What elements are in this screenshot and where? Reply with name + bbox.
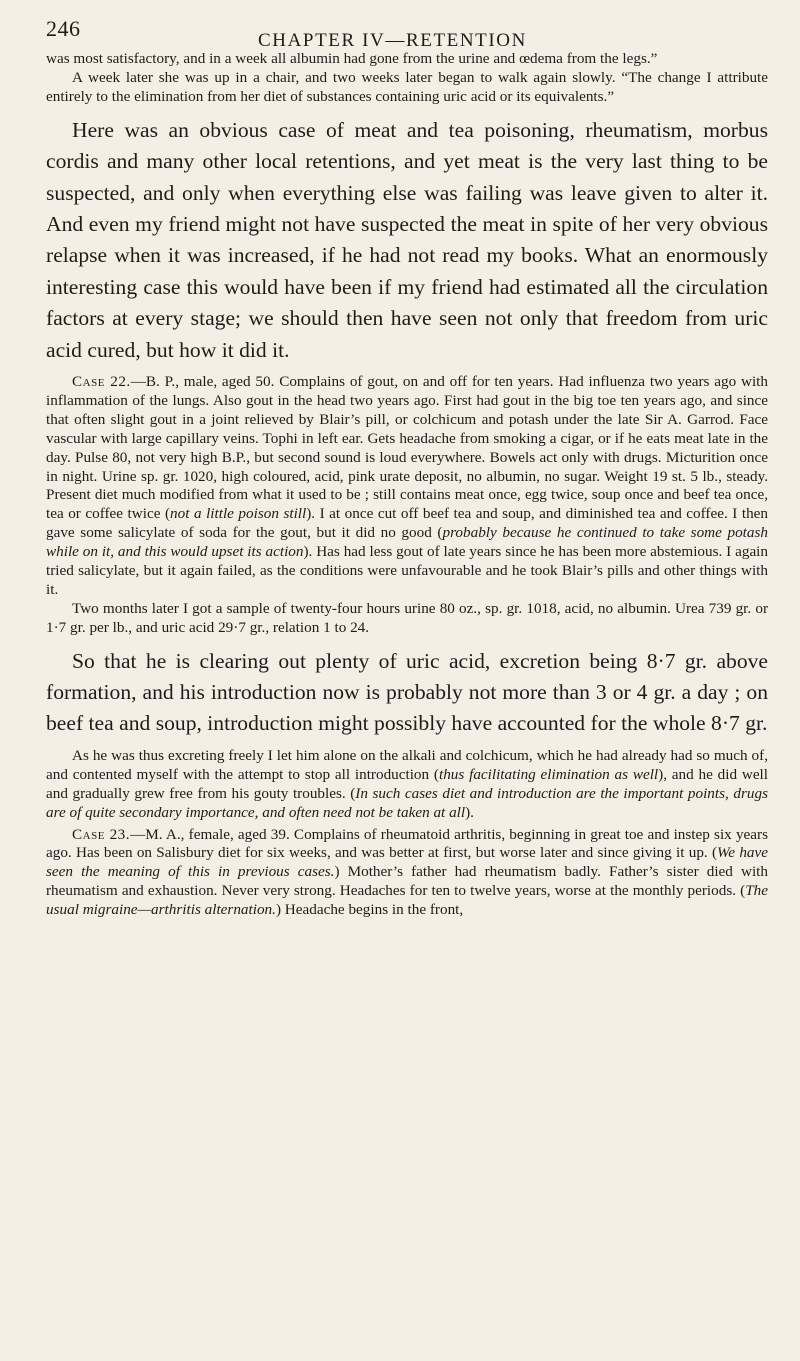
treatment-text: ). — [465, 803, 474, 821]
case-text: —B. P., male, aged 50. Complains of gout, on and off for ten years. Had influenza two years ago with inflammation of the lungs. Also gout in the head two years ago. First had gout in the big toe ten years ago, and since that often slight gout in a joint relieved by Blair’s pill, or colchicum and potash under the late Sir A. Garrod. Face vascular with large capillary veins. Tophi in left ear. Gets headache from smoking a cigar, or if he eats meat late in the day. Pulse 80, not very high B.P., but second sound is loud everywhere. Bowels act only with drugs. Micturition once in night. Urine sp. gr. 1020, high coloured, acid, pink urate deposit, no albumin, no sugar. Weight 19 st. 5 lb., steady. Present diet much modified from what it used to be ; still contains meat once, egg twice, soup once and beef tea once, tea or coffee twice ( — [46, 372, 768, 523]
case-italic-note: We have seen the meaning of this in previous cases. — [46, 844, 768, 881]
commentary-paragraph: Here was an obvious case of meat and tea poisoning, rheumatism, morbus cordis and many other local retentions, and yet meat is the very last thing to be suspected, and only when everything else was failing was leave given to alter it. And even my friend might not have suspected the meat in spite of her very obvious relapse when it was increased, if he had not read my books. What an enormously interesting case this would have been if my friend had estimated all the circulation factors at every stage; we should then have seen not only that freedom from uric acid cured, but how it did it. — [46, 117, 768, 362]
commentary-paragraph: So that he is clearing out plenty of uric acid, excretion being 8·7 gr. above formation, and his introduction now is probably not more than 3 or 4 gr. a day ; on beef tea and soup, introduction might possibly have accounted for the whole 8·7 gr. — [46, 648, 768, 736]
treatment-text: ), and he did well and gradually grew free from his gouty troubles. ( — [46, 765, 768, 802]
treatment-italic-note: thus facilitating elimination as well — [438, 765, 659, 783]
case-text: ). Has had less gout of late years since he has been more abstemious. I again tried salicylate, but it again failed, as the conditions were unfavourable and he took Blair’s pills and other things with it. — [46, 543, 768, 598]
case-text: —M. A., female, aged 39. Complains of rheumatoid arthritis, beginning in great toe and instep six years ago. Has been on Salisbury diet for six weeks, and was better at first, but worse later and since giving it up. ( — [46, 825, 768, 862]
quote-end-paragraph: was most satisfactory, and in a week all albumin had gone from the urine and œdema from the legs.” — [46, 50, 658, 67]
page-number: 246 — [46, 16, 81, 41]
treatment-text: As he was thus excreting freely I let him alone on the alkali and colchicum, which he had already had so much of, and contented myself with the attempt to stop all introduction ( — [46, 746, 768, 783]
case-italic-note: probably because he continued to take some potash while on it, and this would upset its action — [46, 524, 768, 561]
quote-paragraph: A week later she was up in a chair, and two weeks later began to walk again slowly. “The change I attribute entirely to the elimination from her diet of substances containing uric acid or its equivalents.” — [46, 68, 768, 105]
case-23-paragraph — [46, 826, 768, 921]
case-text: ). I at once cut off beef tea and soup, and diminished tea and coffee. I then gave some salicylate of soda for the gout, but it did no good ( — [46, 505, 768, 542]
case-label: Case 23. — [72, 825, 131, 843]
case-italic-note: The usual migraine—arthritis alternation. — [46, 882, 768, 919]
treatment-italic-note: In such cases diet and introduction are the important points, drugs are of quite secondary importance, and often need not be taken at all — [46, 784, 768, 821]
case-text: ) Mother’s father had rheumatism badly. Father’s sister died with rheumatism and exhaustion. Never very strong. Headaches for ten to twelve years, worse at the monthly periods. ( — [46, 863, 768, 900]
case-italic-note: not a little poison still — [170, 505, 307, 523]
case-label: Case 22. — [72, 372, 131, 390]
case-22-paragraph — [46, 373, 768, 600]
chapter-title: CHAPTER IV—RETENTION — [258, 30, 527, 51]
treatment-paragraph — [46, 747, 768, 823]
case-text: ) Headache begins in the front, — [275, 901, 464, 919]
book-page — [46, 16, 768, 920]
urine-sample-paragraph: Two months later I got a sample of twenty-four hours urine 80 oz., sp. gr. 1018, acid, no albumin. Urea 739 gr. or 1·7 gr. per lb., and uric acid 29·7 gr., relation 1 to 24. — [46, 599, 768, 636]
page-header — [46, 16, 768, 50]
